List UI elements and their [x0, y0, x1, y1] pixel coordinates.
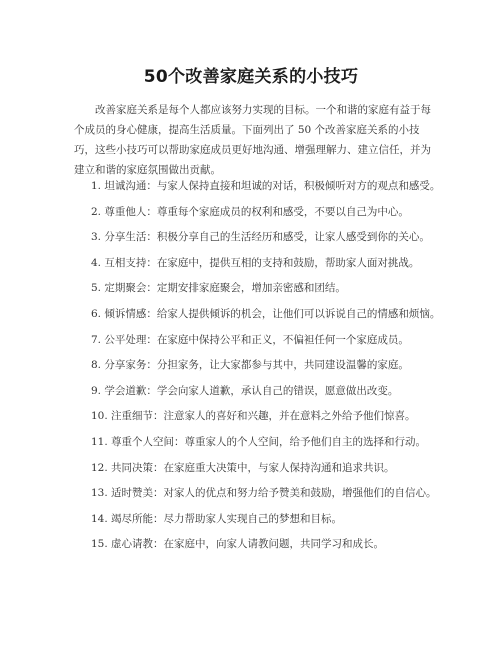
list-item: 14. 竭尽所能：尽力帮助家人实现自己的梦想和目标。	[91, 512, 343, 525]
document-title: 50个改善家庭关系的小技巧	[143, 67, 359, 87]
intro-paragraph: 改善家庭关系是每个人都应该努力实现的目标。一个和谐的家庭有益于每个成员的身心健康，提高生活质量。下面列出了 50 个改善家庭关系的小技巧，这些小技巧可以帮助家庭成员更好地沟通、增强理解力、建立信任，并为建立和谐的家庭氛围做出贡献。	[74, 104, 431, 176]
list-item: 4. 互相支持：在家庭中，提供互相的支持和鼓励，帮助家人面对挑战。	[91, 256, 420, 269]
list-item: 1. 坦诚沟通：与家人保持直接和坦诚的对话，积极倾听对方的观点和感受。	[91, 180, 441, 192]
list-item: 5. 定期聚会：定期安排家庭聚会，增加亲密感和团结。	[91, 282, 346, 295]
list-item: 3. 分享生活：积极分享自己的生活经历和感受，让家人感受到你的关心。	[91, 231, 430, 244]
list-item: 7. 公平处理：在家庭中保持公平和正义，不偏袒任何一个家庭成员。	[91, 333, 409, 346]
tips-list	[91, 178, 440, 562]
list-item: 10. 注重细节：注意家人的喜好和兴趣，并在意料之外给予他们惊喜。	[91, 410, 416, 423]
list-item: 6. 倾诉情感：给家人提供倾诉的机会，让他们可以诉说自己的情感和烦恼。	[91, 307, 441, 320]
list-item: 9. 学会道歉：学会向家人道歉，承认自己的错误，愿意做出改变。	[91, 384, 399, 397]
list-item: 11. 尊重个人空间：尊重家人的个人空间，给予他们自主的选择和行动。	[91, 435, 427, 448]
list-item: 12. 共同决策：在家庭重大决策中，与家人保持沟通和追求共识。	[91, 461, 395, 474]
list-item: 2. 尊重他人：尊重每个家庭成员的权利和感受，不要以自己为中心。	[91, 205, 409, 218]
list-item: 8. 分享家务：分担家务，让大家都参与其中，共同建设温馨的家庭。	[91, 359, 409, 372]
list-item: 15. 虚心请教：在家庭中，向家人请教问题，共同学习和成长。	[91, 538, 385, 551]
list-item: 13. 适时赞美：对家人的优点和努力给予赞美和鼓励，增强他们的自信心。	[91, 487, 437, 500]
